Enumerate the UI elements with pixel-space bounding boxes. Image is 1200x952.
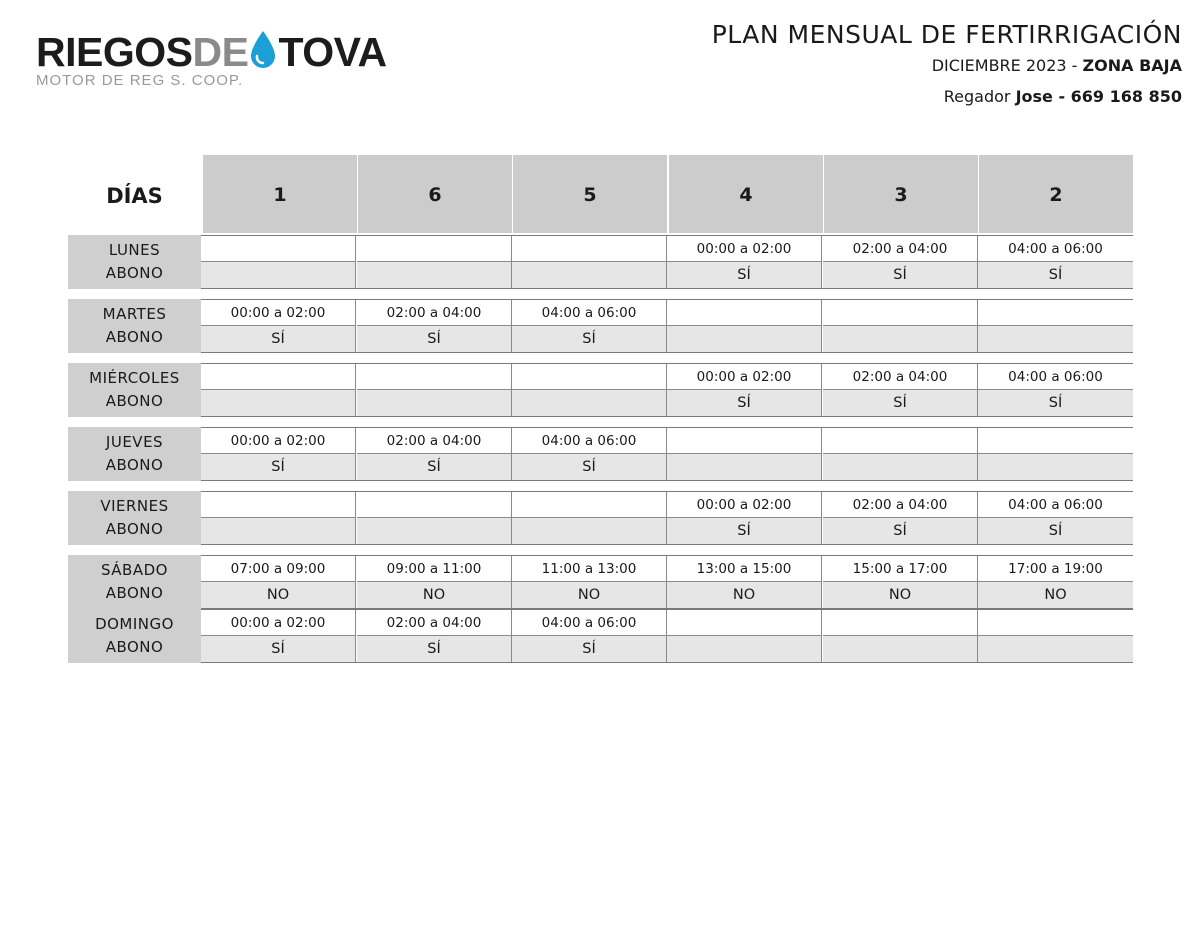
abono-row-label: ABONO bbox=[105, 264, 164, 282]
abono-cell: SÍ bbox=[201, 326, 356, 352]
abono-row-label: ABONO bbox=[105, 392, 164, 410]
time-slot-cell: 07:00 a 09:00 bbox=[201, 556, 356, 582]
abono-cell bbox=[357, 518, 512, 544]
abono-cell: NO bbox=[978, 582, 1133, 608]
abono-cell: SÍ bbox=[978, 262, 1133, 288]
logo-text-riegos: RIEGOS bbox=[36, 29, 193, 75]
abono-cell: SÍ bbox=[823, 518, 978, 544]
abono-cell bbox=[978, 636, 1133, 662]
time-slot-cell bbox=[667, 300, 822, 326]
day-schedule-grid bbox=[201, 363, 1133, 417]
day-row-group bbox=[68, 235, 1133, 289]
day-schedule-grid bbox=[201, 299, 1133, 353]
day-name: SÁBADO bbox=[101, 561, 168, 579]
abono-cell bbox=[357, 262, 512, 288]
day-name: JUEVES bbox=[105, 433, 164, 451]
abono-cell: SÍ bbox=[667, 390, 822, 416]
day-schedule-grid bbox=[201, 427, 1133, 481]
time-slot-cell: 00:00 a 02:00 bbox=[201, 610, 356, 636]
abono-cell bbox=[823, 454, 978, 480]
time-slot-cell: 04:00 a 06:00 bbox=[512, 610, 667, 636]
time-slot-cell bbox=[667, 428, 822, 454]
water-drop-icon bbox=[249, 30, 277, 70]
abono-cell: NO bbox=[667, 582, 822, 608]
time-slot-cell: 15:00 a 17:00 bbox=[823, 556, 978, 582]
time-slot-cell bbox=[978, 300, 1133, 326]
time-slot-cell: 04:00 a 06:00 bbox=[512, 300, 667, 326]
time-slot-cell: 13:00 a 15:00 bbox=[667, 556, 822, 582]
zone-label: ZONA BAJA bbox=[1082, 56, 1182, 75]
day-name: LUNES bbox=[108, 241, 161, 259]
abono-cell: SÍ bbox=[823, 390, 978, 416]
abono-cell: SÍ bbox=[823, 262, 978, 288]
time-slot-cell bbox=[357, 236, 512, 262]
abono-cell: SÍ bbox=[357, 636, 512, 662]
abono-cell bbox=[823, 326, 978, 352]
day-row-group bbox=[68, 363, 1133, 417]
time-slot-cell: 02:00 a 04:00 bbox=[823, 236, 978, 262]
abono-cell bbox=[512, 390, 667, 416]
day-name: MARTES bbox=[102, 305, 167, 323]
day-row-group bbox=[68, 609, 1133, 663]
logo-text-de: DE bbox=[192, 29, 249, 75]
time-slot-cell: 02:00 a 04:00 bbox=[823, 492, 978, 518]
abono-cell: SÍ bbox=[201, 636, 356, 662]
abono-cell: SÍ bbox=[512, 454, 667, 480]
time-slot-cell: 04:00 a 06:00 bbox=[978, 236, 1133, 262]
abono-row-label: ABONO bbox=[105, 584, 164, 602]
sector-header: 1 bbox=[203, 155, 357, 233]
time-slot-cell: 00:00 a 02:00 bbox=[667, 364, 822, 390]
time-slot-cell bbox=[978, 610, 1133, 636]
day-row-group bbox=[68, 299, 1133, 353]
day-schedule-grid bbox=[201, 609, 1133, 663]
logo-wordmark bbox=[36, 28, 387, 76]
time-slot-cell: 00:00 a 02:00 bbox=[667, 492, 822, 518]
abono-cell bbox=[667, 326, 822, 352]
time-slot-cell bbox=[823, 428, 978, 454]
sector-header: 5 bbox=[513, 155, 667, 233]
day-label bbox=[68, 491, 201, 545]
abono-row-label: ABONO bbox=[105, 456, 164, 474]
document-header bbox=[712, 18, 1182, 110]
abono-cell bbox=[357, 390, 512, 416]
day-schedule-grid bbox=[201, 235, 1133, 289]
time-slot-cell: 04:00 a 06:00 bbox=[978, 492, 1133, 518]
abono-row-label: ABONO bbox=[105, 328, 164, 346]
time-slot-cell bbox=[978, 428, 1133, 454]
logo-subtitle: MOTOR DE REG S. COOP. bbox=[36, 72, 244, 89]
abono-cell: SÍ bbox=[512, 636, 667, 662]
logo-text-tova: TOVA bbox=[278, 29, 387, 75]
time-slot-cell: 04:00 a 06:00 bbox=[978, 364, 1133, 390]
abono-cell bbox=[512, 262, 667, 288]
abono-cell bbox=[201, 262, 356, 288]
abono-cell bbox=[978, 326, 1133, 352]
day-label bbox=[68, 427, 201, 481]
time-slot-cell: 00:00 a 02:00 bbox=[201, 428, 356, 454]
time-slot-cell bbox=[823, 300, 978, 326]
abono-cell: SÍ bbox=[201, 454, 356, 480]
abono-cell: NO bbox=[512, 582, 667, 608]
abono-cell: NO bbox=[201, 582, 356, 608]
abono-cell: NO bbox=[823, 582, 978, 608]
time-slot-cell: 02:00 a 04:00 bbox=[357, 300, 512, 326]
time-slot-cell: 09:00 a 11:00 bbox=[357, 556, 512, 582]
day-schedule-grid bbox=[201, 491, 1133, 545]
day-row-group bbox=[68, 491, 1133, 545]
abono-cell bbox=[823, 636, 978, 662]
abono-cell: SÍ bbox=[667, 262, 822, 288]
days-column-header: DÍAS bbox=[106, 184, 163, 208]
abono-cell: SÍ bbox=[357, 454, 512, 480]
schedule-table bbox=[68, 155, 1133, 657]
sector-header: 3 bbox=[824, 155, 978, 233]
day-label bbox=[68, 235, 201, 289]
time-slot-cell: 17:00 a 19:00 bbox=[978, 556, 1133, 582]
day-label bbox=[68, 609, 201, 663]
abono-cell bbox=[667, 454, 822, 480]
time-slot-cell bbox=[667, 610, 822, 636]
abono-cell: SÍ bbox=[357, 326, 512, 352]
time-slot-cell bbox=[357, 492, 512, 518]
day-name: DOMINGO bbox=[95, 615, 174, 633]
abono-cell: SÍ bbox=[667, 518, 822, 544]
time-slot-cell bbox=[201, 364, 356, 390]
abono-row-label: ABONO bbox=[105, 520, 164, 538]
day-label bbox=[68, 363, 201, 417]
time-slot-cell: 02:00 a 04:00 bbox=[357, 428, 512, 454]
regador-line bbox=[712, 84, 1182, 110]
company-logo bbox=[36, 28, 436, 98]
abono-cell bbox=[201, 518, 356, 544]
abono-cell: SÍ bbox=[512, 326, 667, 352]
time-slot-cell bbox=[201, 236, 356, 262]
month-label: DICIEMBRE 2023 - bbox=[931, 56, 1078, 75]
time-slot-cell: 00:00 a 02:00 bbox=[201, 300, 356, 326]
regador-label: Regador bbox=[943, 87, 1011, 106]
day-label bbox=[68, 555, 201, 609]
month-zone-line bbox=[712, 54, 1182, 78]
abono-cell bbox=[978, 454, 1133, 480]
time-slot-cell: 11:00 a 13:00 bbox=[512, 556, 667, 582]
abono-cell bbox=[667, 636, 822, 662]
time-slot-cell bbox=[201, 492, 356, 518]
abono-cell: SÍ bbox=[978, 390, 1133, 416]
time-slot-cell: 02:00 a 04:00 bbox=[823, 364, 978, 390]
time-slot-cell: 00:00 a 02:00 bbox=[667, 236, 822, 262]
page-title: PLAN MENSUAL DE FERTIRRIGACIÓN bbox=[711, 20, 1182, 49]
time-slot-cell bbox=[357, 364, 512, 390]
sector-header: 4 bbox=[669, 155, 823, 233]
day-row-group bbox=[68, 555, 1133, 609]
day-name: VIERNES bbox=[100, 497, 169, 515]
abono-cell bbox=[512, 518, 667, 544]
sector-header: 6 bbox=[358, 155, 512, 233]
day-name: MIÉRCOLES bbox=[89, 369, 180, 387]
abono-cell: SÍ bbox=[978, 518, 1133, 544]
table-header-row bbox=[68, 155, 1133, 233]
time-slot-cell bbox=[512, 364, 667, 390]
day-schedule-grid bbox=[201, 555, 1133, 609]
abono-cell: NO bbox=[357, 582, 512, 608]
abono-cell bbox=[201, 390, 356, 416]
sector-header: 2 bbox=[979, 155, 1133, 233]
time-slot-cell bbox=[512, 492, 667, 518]
day-label bbox=[68, 299, 201, 353]
time-slot-cell: 02:00 a 04:00 bbox=[357, 610, 512, 636]
time-slot-cell bbox=[823, 610, 978, 636]
abono-row-label: ABONO bbox=[105, 638, 164, 656]
day-row-group bbox=[68, 427, 1133, 481]
time-slot-cell bbox=[512, 236, 667, 262]
time-slot-cell: 04:00 a 06:00 bbox=[512, 428, 667, 454]
regador-contact: Jose - 669 168 850 bbox=[1015, 87, 1182, 106]
